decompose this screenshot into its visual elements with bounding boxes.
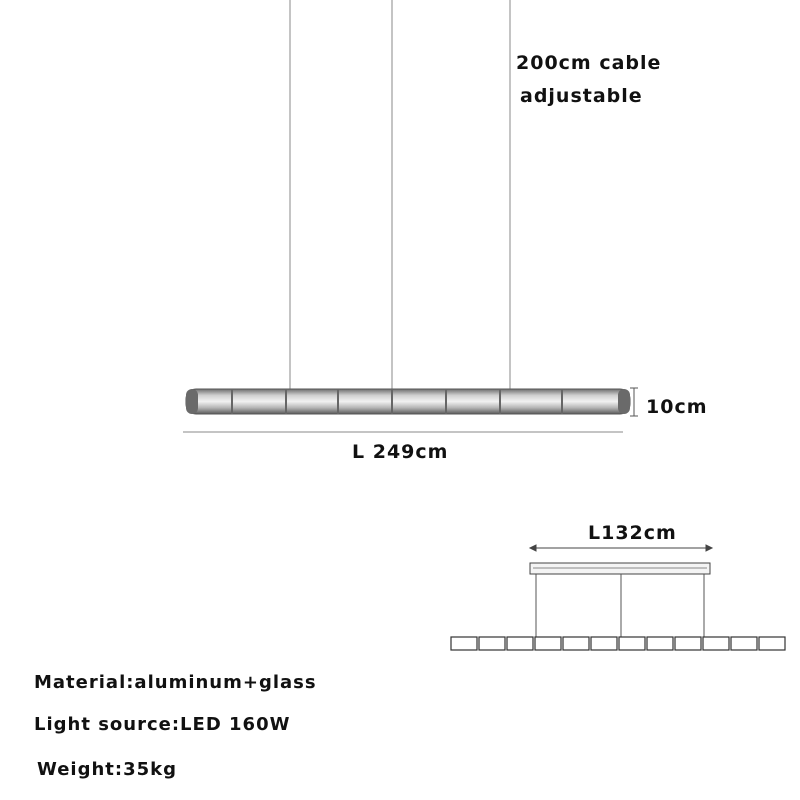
- tube-end-right: [618, 389, 630, 414]
- canopy-length-label: L132cm: [588, 522, 677, 544]
- side-view-tube: [451, 637, 785, 650]
- tube-end-left: [186, 389, 198, 414]
- side-view-cables: [536, 574, 704, 637]
- suspension-cables: [290, 0, 510, 390]
- pendant-tube: [186, 389, 630, 414]
- canopy-dimension: [530, 545, 712, 551]
- length-label: L 249cm: [352, 441, 449, 463]
- cable-adjustable-label: adjustable: [520, 85, 643, 107]
- spec-material: Material:aluminum+glass: [34, 672, 317, 693]
- height-label: 10cm: [646, 396, 708, 418]
- canopy: [530, 563, 710, 574]
- spec-light-source: Light source:LED 160W: [34, 714, 291, 735]
- spec-weight: Weight:35kg: [37, 759, 177, 780]
- tube-body: [186, 389, 630, 414]
- cable-length-label: 200cm cable: [516, 52, 662, 74]
- height-dimension: [630, 388, 638, 416]
